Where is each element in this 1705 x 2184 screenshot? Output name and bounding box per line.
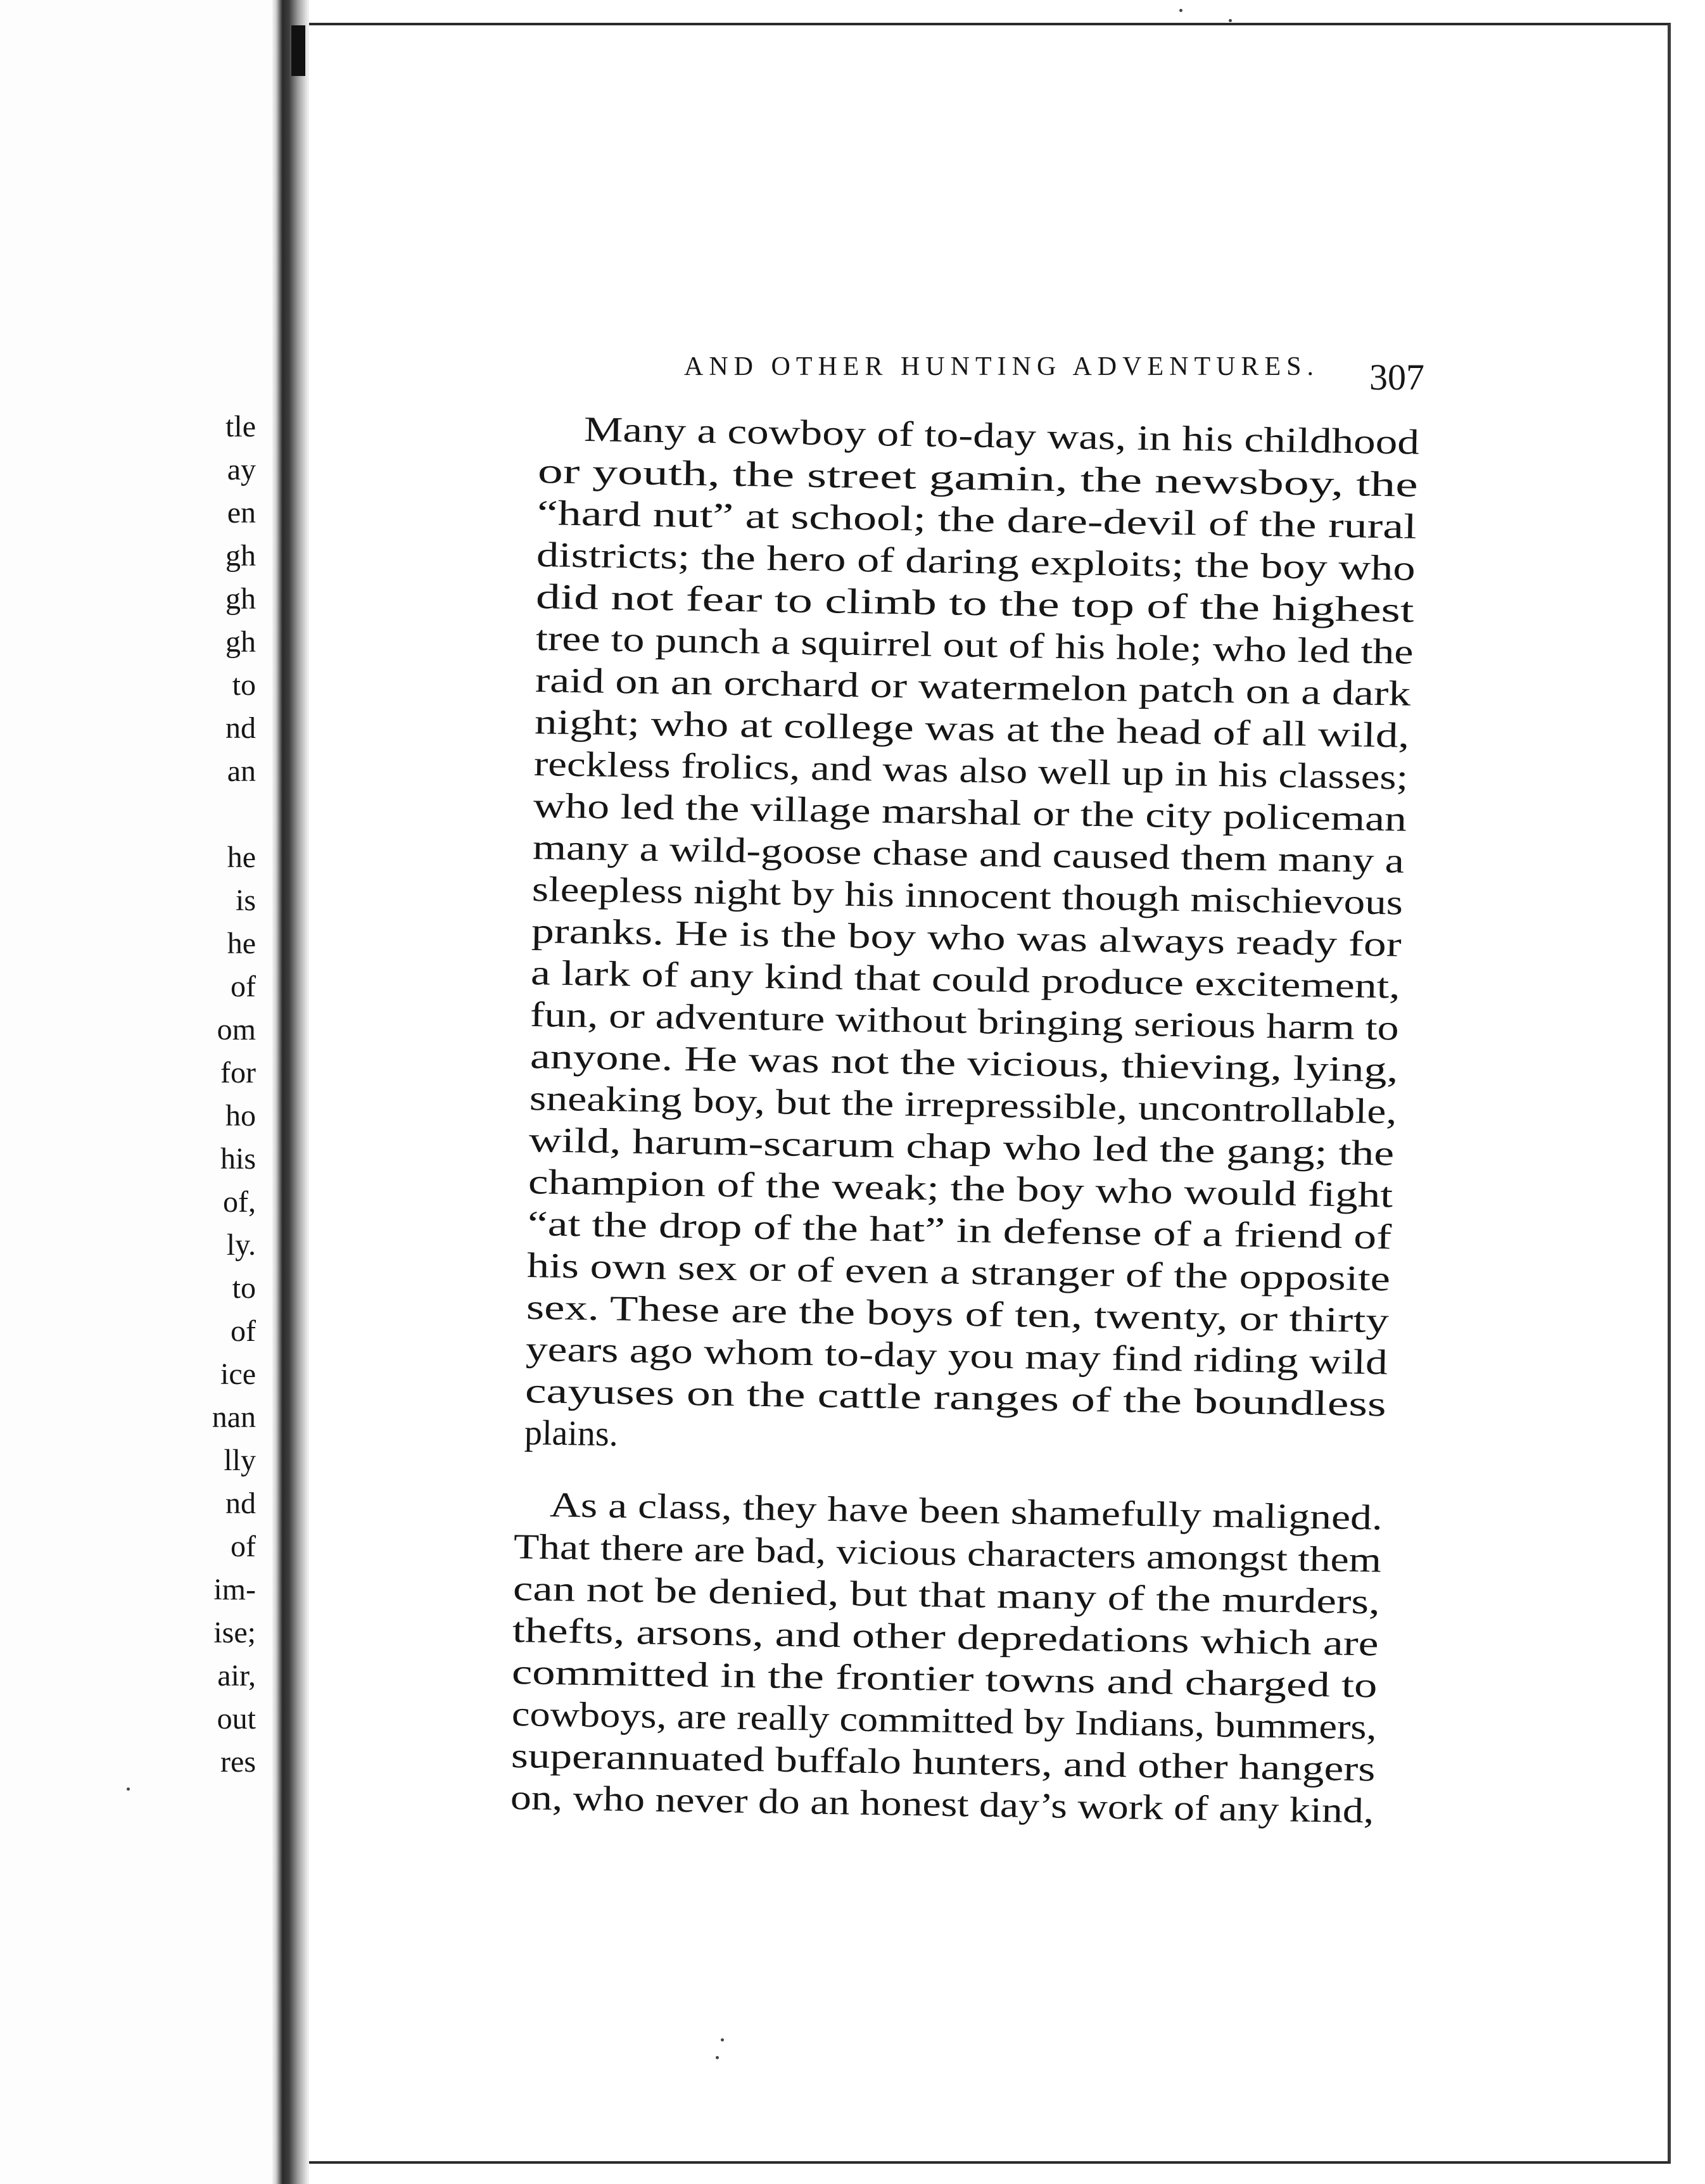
left-page-fragment: gh (225, 539, 256, 573)
left-page-fragment: air, (217, 1659, 256, 1692)
body-text-line: night; who at college was at the head of all wild, (534, 702, 1410, 756)
body-text-line: tree to punch a squirrel out of his hole; who led the (535, 619, 1414, 672)
left-page-fragment: ly. (226, 1228, 256, 1262)
body-text-line: districts; the hero of daring exploits; the boy who (536, 535, 1416, 588)
left-page-fragment: of (231, 1314, 256, 1348)
body-text-line: a lark of any kind that could produce excitement, (530, 953, 1401, 1006)
left-page-fragment: res (220, 1745, 256, 1779)
left-page-fragment: is (235, 884, 256, 917)
left-page-fragment: an (227, 754, 256, 788)
left-page-fragment: om (217, 1013, 256, 1046)
dust-speck (721, 2038, 724, 2041)
body-text-line: sleepless night by his innocent though mischievous (531, 870, 1404, 923)
body-text-line: cowboys, are really committed by Indians, bummers, (511, 1694, 1377, 1748)
body-text-line: cayuses on the cattle ranges of the boundless (524, 1371, 1387, 1425)
left-page-fragment: to (232, 668, 256, 702)
left-page-fragment: en (227, 496, 256, 530)
left-page-fragment: nan (212, 1400, 256, 1434)
left-page-fragment: ise; (213, 1616, 256, 1649)
left-page-fragment: ice (220, 1357, 256, 1391)
body-text-line: many a wild-goose chase and caused them many a (532, 828, 1405, 881)
left-page-fragment: out (217, 1702, 256, 1736)
body-text-line: raid on an orchard or watermelon patch on a dark (535, 661, 1411, 714)
dust-speck (1179, 9, 1182, 12)
left-page-fragment: to (232, 1271, 256, 1305)
left-page-fragment: lly (224, 1444, 256, 1477)
left-page-fragment: ay (227, 453, 256, 486)
left-page-fragment: he (227, 841, 256, 874)
body-text-line: can not be denied, but that many of the murders, (512, 1569, 1381, 1622)
body-text-line: thefts, arsons, and other depredations which are (512, 1611, 1379, 1664)
body-text-line: That there are bad, vicious characters amongst them (513, 1527, 1382, 1580)
left-page-fragment: tle (225, 410, 256, 443)
left-page-fragment: ho (225, 1099, 256, 1133)
body-text-line: pranks. He is the boy who was always ready for (531, 911, 1402, 965)
left-page (0, 0, 274, 2184)
body-text-line: “at the drop of the hat” in defense of a friend of (527, 1204, 1392, 1257)
body-text-line: Many a cowboy of to-day was, in his childhood (583, 410, 1420, 462)
gutter-shadow (291, 25, 305, 76)
running-head: AND OTHER HUNTING ADVENTURES. (684, 352, 1319, 381)
left-page-fragment: nd (225, 1487, 256, 1520)
page-number: 307 (1369, 357, 1424, 398)
left-page-fragment: im- (213, 1573, 256, 1606)
book-gutter (272, 0, 309, 2184)
dust-speck (127, 1787, 130, 1791)
left-page-fragment: his (220, 1142, 256, 1176)
dust-speck (716, 2056, 719, 2059)
body-text-line: anyone. He was not the vicious, thieving, lying, (529, 1037, 1398, 1090)
body-text-line: wild, harum-scarum chap who led the gang; the (528, 1121, 1395, 1174)
body-text-line: years ago whom to-day you may find riding wild (525, 1330, 1388, 1383)
body-text-line: on, who never do an honest day’s work of any kind, (510, 1778, 1374, 1831)
body-text-line: plains. (524, 1413, 619, 1454)
left-page-fragment: gh (225, 582, 256, 616)
left-page-fragment: for (220, 1056, 256, 1089)
body-text-line: reckless frolics, and was also well up in his classes; (533, 744, 1409, 797)
body-text-line: sex. These are the boys of ten, twenty, or thirty (526, 1288, 1390, 1341)
body-text-line: or youth, the street gamin, the newsboy, the (537, 452, 1419, 505)
left-page-fragment: he (227, 927, 256, 960)
body-text-line: “hard nut” at school; the dare-devil of the rural (536, 493, 1417, 547)
body-text-line: As a class, they have been shamefully maligned. (549, 1485, 1383, 1538)
left-page-fragment: of (231, 1530, 256, 1563)
left-page-fragment: gh (225, 625, 256, 659)
left-page-fragment: of, (223, 1185, 256, 1219)
left-page-fragment: of (231, 970, 256, 1003)
body-text-line: superannuated buffalo hunters, and other hangers (510, 1736, 1376, 1789)
body-text-line: sneaking boy, but the irrepressible, uncontrollable, (529, 1079, 1397, 1132)
body-text-line: who led the village marshal or the city policeman (533, 786, 1407, 839)
body-text-line: fun, or adventure without bringing serious harm to (529, 995, 1400, 1048)
dust-speck (1229, 19, 1232, 22)
body-text-line: champion of the weak; the boy who would fight (528, 1162, 1393, 1216)
body-text-line: his own sex or of even a stranger of the opposite (526, 1246, 1391, 1299)
body-text-line: committed in the frontier towns and charged to (511, 1653, 1378, 1706)
left-page-fragment: nd (225, 711, 256, 745)
body-text-line: did not fear to climb to the top of the highest (535, 577, 1415, 630)
